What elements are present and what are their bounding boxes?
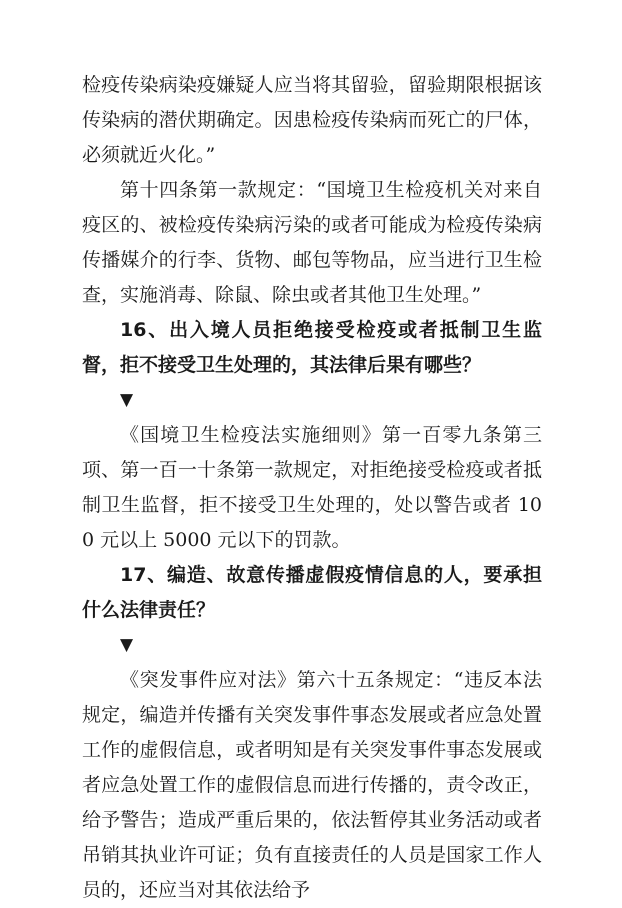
answer-paragraph-17: 《突发事件应对法》第六十五条规定：“违反本法规定，编造并传播有关突发事件事态发展或者应急处置工作的虚假信息，或者明知是有关突发事件事态发展或者应急处置工作的虚假信息而进行传播的，责令改正，给予警告；造成严重后果的，依法暂停其业务活动或者吊销其执业许可证；负有直接责任的人员是国家工作人员的，还应当对其依法给予	[82, 669, 542, 901]
paragraph-quarantine-detention: 检疫传染病染疫嫌疑人应当将其留验，留验期限根据该传染病的潜伏期确定。因患检疫传染病而死亡的尸体，必须就近火化。”	[82, 74, 542, 166]
paragraph-article-14: 第十四条第一款规定：“国境卫生检疫机关对来自疫区的、被检疫传染病污染的或者可能成为检疫传染病传播媒介的行李、货物、邮包等物品，应当进行卫生检查，实施消毒、除鼠、除虫或者其他卫生处理。”	[82, 179, 542, 306]
answer-paragraph-16: 《国境卫生检疫法实施细则》第一百零九条第三项、第一百一十条第一款规定，对拒绝接受检疫或者抵制卫生监督，拒不接受卫生处理的，处以警告或者 100 元以上 5000 元以下的罚款。	[82, 424, 542, 551]
down-triangle-icon: ▼	[120, 390, 134, 410]
question-heading-17: 17、编造、故意传播虚假疫情信息的人，要承担什么法律责任？	[82, 564, 542, 621]
question-heading-16: 16、出入境人员拒绝接受检疫或者抵制卫生监督，拒不接受卫生处理的，其法律后果有哪些？	[82, 319, 542, 376]
document-page	[82, 68, 542, 908]
down-triangle-icon: ▼	[120, 635, 134, 655]
